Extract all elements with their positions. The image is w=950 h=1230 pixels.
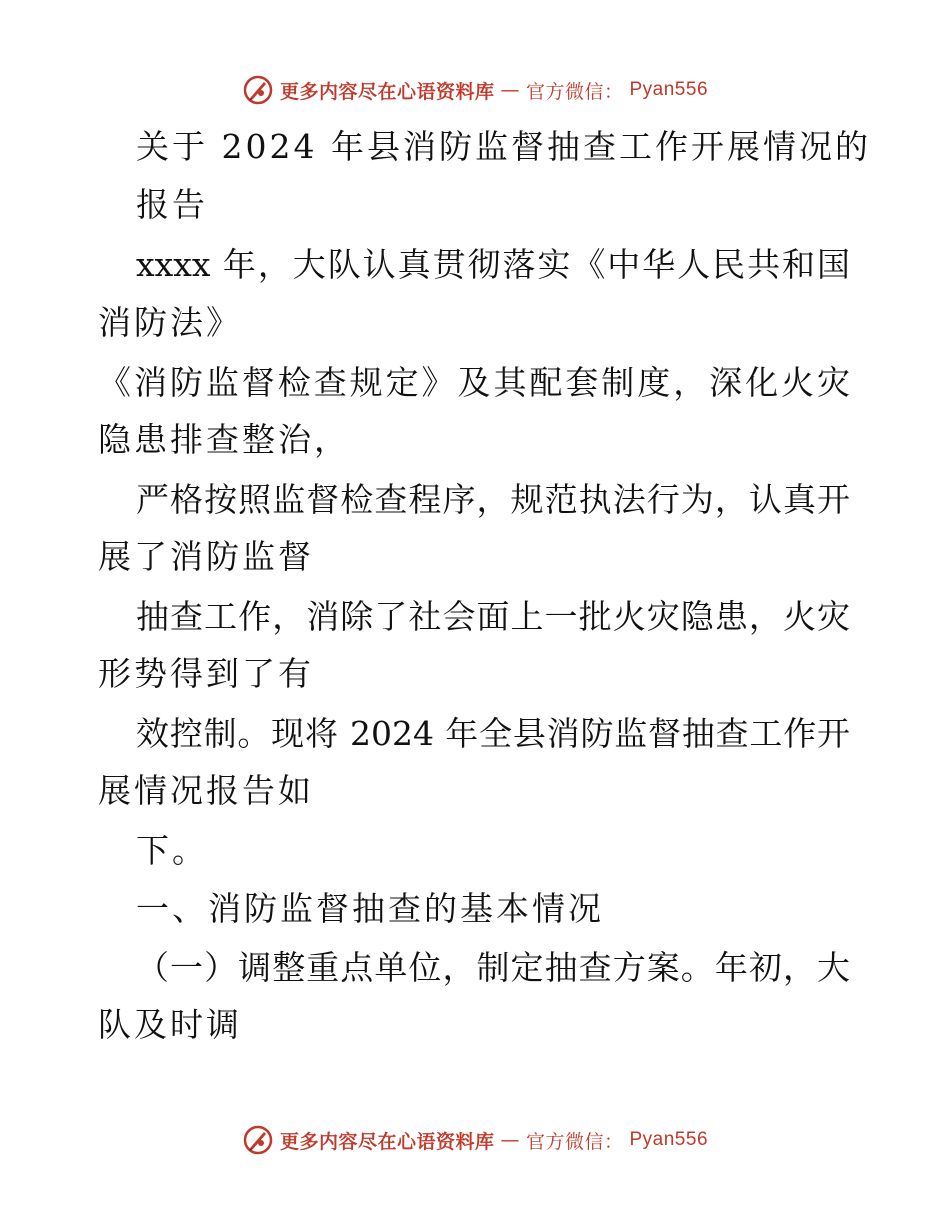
- watermark-main-text: 更多内容尽在心语资料库: [279, 80, 495, 103]
- paragraph-line-7: 抽查工作，消除了社会面上一批火灾隐患，火灾: [136, 597, 850, 636]
- paragraph-line-5: 严格按照监督检查程序，规范执法行为，认真开: [136, 480, 850, 519]
- paragraph-line-2: 消防法》: [98, 303, 242, 342]
- paragraph-line-8: 形势得到了有: [98, 654, 314, 693]
- paragraph-line-11: 下。: [136, 831, 208, 870]
- paragraph-line-9: 效控制。现将 2024 年全县消防监督抽查工作开: [136, 714, 850, 753]
- header-watermark: [0, 70, 950, 110]
- watermark-separator: —: [500, 1129, 520, 1151]
- watermark-label: 官方微信：: [525, 1130, 624, 1153]
- document-title-line-1: 关于 2024 年县消防监督抽查工作开展情况的: [136, 127, 871, 166]
- quill-pen-logo-icon: [242, 74, 274, 106]
- paragraph-line-14: 队及时调: [98, 1005, 242, 1044]
- section-heading-1: 一、消防监督抽查的基本情况: [136, 889, 604, 928]
- watermark-wechat-id: Pyan556: [629, 1129, 709, 1150]
- paragraph-line-1: xxxx 年，大队认真贯彻落实《中华人民共和国: [136, 245, 850, 284]
- paragraph-line-10: 展情况报告如: [98, 771, 314, 810]
- quill-pen-logo-icon: [242, 1124, 274, 1156]
- paragraph-line-13: （一）调整重点单位，制定抽查方案。年初，大: [136, 948, 850, 987]
- watermark-label: 官方微信：: [525, 80, 624, 103]
- watermark-main-text: 更多内容尽在心语资料库: [279, 1130, 495, 1153]
- paragraph-line-6: 展了消防监督: [98, 537, 314, 576]
- document-title-line-2: 报告: [136, 185, 208, 224]
- footer-watermark: [0, 1120, 950, 1160]
- paragraph-line-3: 《消防监督检查规定》及其配套制度，深化火灾: [98, 363, 850, 402]
- watermark-wechat-id: Pyan556: [629, 79, 709, 100]
- watermark-separator: —: [500, 79, 520, 101]
- paragraph-line-4: 隐患排查整治，: [98, 420, 350, 459]
